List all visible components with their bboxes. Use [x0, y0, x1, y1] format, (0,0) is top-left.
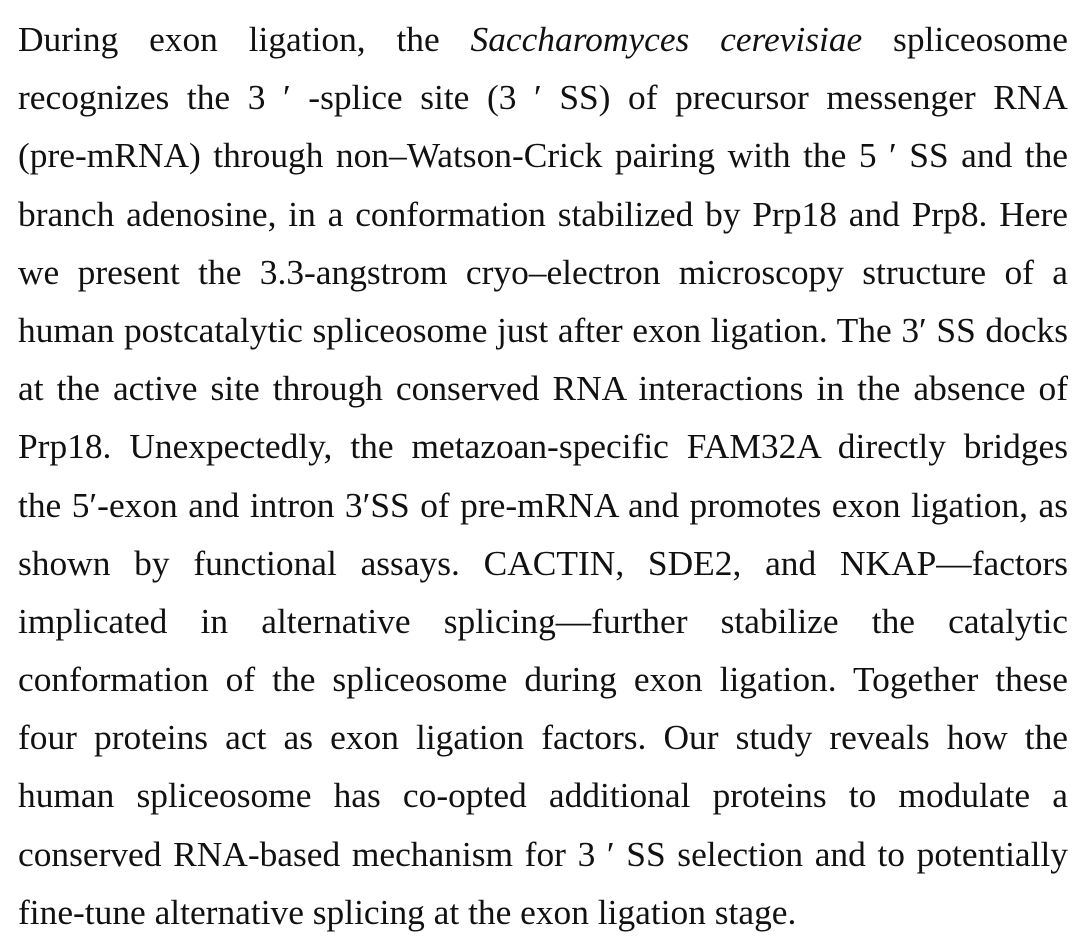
text-segment: During exon ligation, the: [18, 19, 471, 59]
text-line: human postcatalytic spliceosome just after exon ligation. The 3′ SS docks: [18, 309, 1068, 350]
text-line: we present the 3.3-angstrom cryo–electron microscopy structure of a: [18, 251, 1068, 292]
species-name: Saccharomyces cerevisiae: [470, 19, 863, 59]
abstract-paragraph: [18, 10, 1068, 941]
text-line: human spliceosome has co-opted additional proteins to modulate a: [18, 775, 1068, 816]
text-line: four proteins act as exon ligation factors. Our study reveals how the: [18, 717, 1068, 758]
text-line: fine-tune alternative splicing at the exon ligation stage.: [18, 891, 797, 932]
text-line: Prp18. Unexpectedly, the metazoan-specific FAM32A directly bridges: [18, 426, 1068, 467]
text-line: conformation of the spliceosome during exon ligation. Together these: [18, 659, 1068, 700]
text-line: branch adenosine, in a conformation stabilized by Prp18 and Prp8. Here: [18, 193, 1068, 234]
text-line: at the active site through conserved RNA interactions in the absence of: [18, 368, 1068, 409]
text-line: conserved RNA-based mechanism for 3 ′ SS selection and to potentially: [18, 833, 1068, 874]
text-line: implicated in alternative splicing—further stabilize the catalytic: [18, 600, 1068, 641]
text-line: the 5′-exon and intron 3′SS of pre-mRNA and promotes exon ligation, as: [18, 484, 1068, 525]
text-line: recognizes the 3 ′ -splice site (3 ′ SS) of precursor messenger RNA: [18, 77, 1068, 118]
text-line: shown by functional assays. CACTIN, SDE2, and NKAP—factors: [18, 542, 1068, 583]
text-line: (pre-mRNA) through non–Watson-Crick pairing with the 5 ′ SS and the: [18, 135, 1068, 176]
text-segment: spliceosome: [862, 19, 1069, 59]
text-line: [18, 10, 1068, 68]
